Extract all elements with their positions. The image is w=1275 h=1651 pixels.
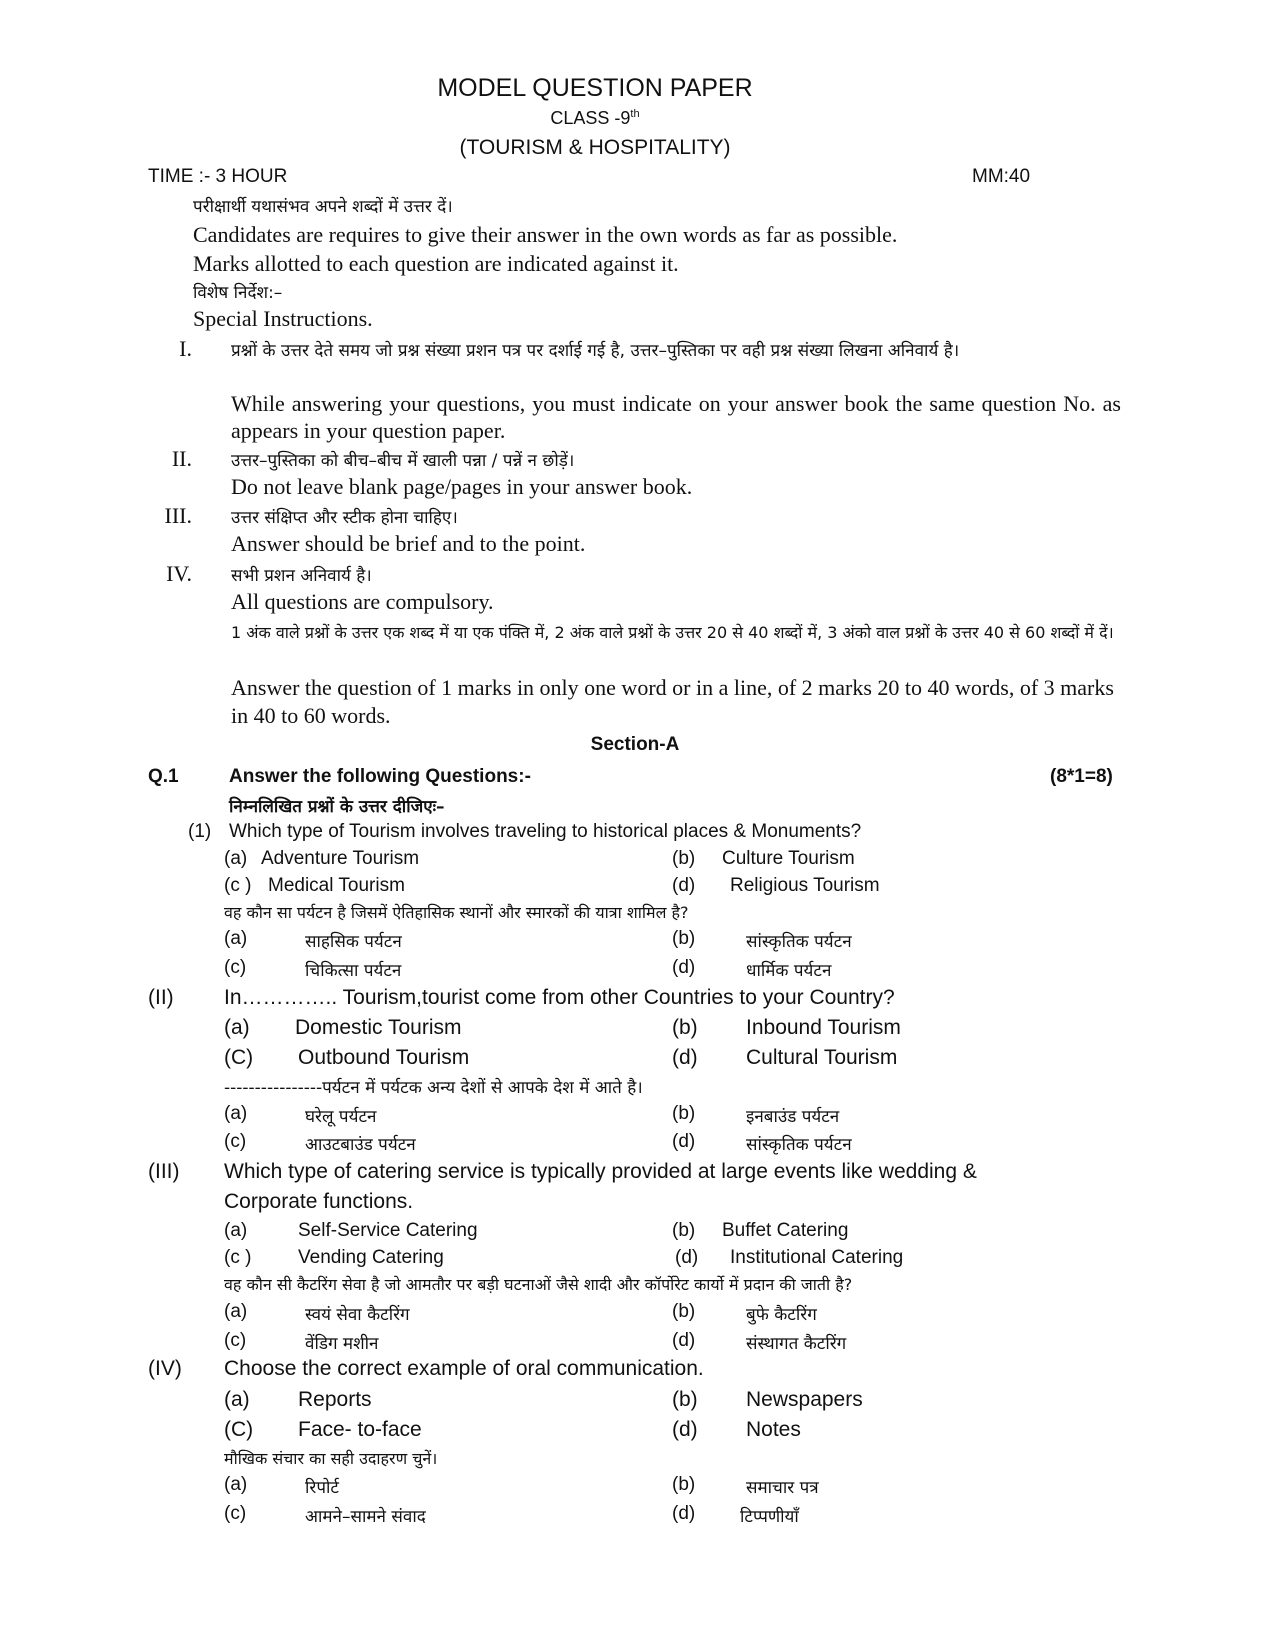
option-text-hi: आउटबाउंड पर्यटन bbox=[305, 1135, 416, 1155]
option-label: (C) bbox=[224, 1046, 254, 1069]
instruction-num: III. bbox=[164, 503, 192, 528]
instruction-en: Do not leave blank page/pages in your answer book. bbox=[231, 474, 693, 499]
option-label: (c) bbox=[224, 957, 247, 978]
marks-note-hi: 1 अंक वाले प्रश्नों के उत्तर एक शब्द में या एक पंक्ति में, 2 अंक वाले प्रश्नों के उत्तर 20 से 40 शब्दों में, 3 अंको वाल प्रश्नों के उत्तर 40 से 60 शब्दों में दें। bbox=[231, 623, 1114, 642]
option-label: (C) bbox=[224, 1418, 254, 1441]
option-text: Buffet Catering bbox=[722, 1220, 849, 1241]
instruction-en: Answer should be brief and to the point. bbox=[231, 531, 586, 556]
question-number: (III) bbox=[148, 1160, 180, 1183]
question-number: (II) bbox=[148, 986, 174, 1009]
question-text-hi: वह कौन सा पर्यटन है जिसमें ऐतिहासिक स्थानों और स्मारकों की यात्रा शामिल है? bbox=[224, 903, 689, 922]
q1-title-hi: निम्नलिखित प्रश्नों के उत्तर दीजिएः– bbox=[229, 797, 445, 817]
question-text-cont: Corporate functions. bbox=[224, 1190, 414, 1213]
option-text-hi: टिप्पणीयाँ bbox=[740, 1507, 799, 1527]
option-label: (d) bbox=[672, 957, 696, 978]
option-label: (b) bbox=[672, 1016, 698, 1039]
option-text-hi: बुफे कैटरिंग bbox=[746, 1305, 817, 1325]
general-hi-1: परीक्षार्थी यथासंभव अपने शब्दों में उत्तर दें। bbox=[193, 197, 453, 217]
option-text: Self-Service Catering bbox=[298, 1220, 478, 1241]
instruction-num: I. bbox=[179, 336, 192, 361]
option-text: Institutional Catering bbox=[730, 1247, 904, 1268]
q1-title: Answer the following Questions:- bbox=[229, 766, 531, 787]
instruction-hi: उत्तर–पुस्तिका को बीच–बीच में खाली पन्ना / पन्नें न छोड़ें। bbox=[231, 451, 575, 471]
option-text: Cultural Tourism bbox=[746, 1046, 898, 1069]
option-label: (a) bbox=[224, 928, 248, 949]
option-text: Culture Tourism bbox=[722, 848, 855, 869]
option-label: (a) bbox=[224, 1474, 248, 1495]
option-label: (b) bbox=[672, 1103, 696, 1124]
option-text-hi: सांस्कृतिक पर्यटन bbox=[746, 1135, 852, 1155]
option-label: (b) bbox=[672, 1474, 696, 1495]
section-title: Section-A bbox=[590, 734, 680, 755]
instruction-hi: उत्तर संक्षिप्त और स्टीक होना चाहिए। bbox=[231, 508, 458, 528]
option-text-hi: साहसिक पर्यटन bbox=[305, 932, 402, 952]
instruction-num: IV. bbox=[166, 561, 192, 586]
option-label: (d) bbox=[672, 1418, 698, 1441]
option-text: Reports bbox=[298, 1388, 372, 1411]
class-suffix: th bbox=[630, 108, 640, 120]
option-text: Adventure Tourism bbox=[261, 848, 420, 869]
question-text: Choose the correct example of oral communication. bbox=[224, 1357, 704, 1380]
option-text-hi: आमने–सामने संवाद bbox=[305, 1507, 426, 1527]
question-text-hi: ----------------पर्यटन में पर्यटक अन्य देशों से आपके देश में आते है। bbox=[224, 1078, 643, 1098]
instruction-hi: सभी प्रशन अनिवार्य है। bbox=[231, 566, 372, 586]
class-prefix: CLASS -9 bbox=[550, 108, 631, 128]
general-hi-2: विशेष निर्देश:– bbox=[193, 283, 283, 303]
question-text: Which type of Tourism involves traveling to historical places & Monuments? bbox=[229, 821, 862, 842]
option-label: (a) bbox=[224, 1301, 248, 1322]
max-marks: MM:40 bbox=[972, 166, 1031, 187]
instruction-num: II. bbox=[171, 446, 192, 471]
option-text: Inbound Tourism bbox=[746, 1016, 901, 1039]
option-label: (d) bbox=[672, 875, 696, 896]
option-label: (b) bbox=[672, 1301, 696, 1322]
instruction-en: All questions are compulsory. bbox=[231, 589, 494, 614]
option-label: (c) bbox=[224, 1503, 247, 1524]
option-text-hi: समाचार पत्र bbox=[746, 1478, 819, 1498]
instruction-hi: प्रश्नों के उत्तर देते समय जो प्रश्न संख्या प्रशन पत्र पर दर्शाई गई है, उत्तर–पुस्तिका पर वही प्रश्न संख्या लिखना अनिवार्य है। bbox=[231, 341, 960, 361]
time-label: TIME :- 3 HOUR bbox=[148, 166, 288, 187]
question-number: (1) bbox=[188, 821, 212, 842]
option-label: (c ) bbox=[224, 875, 252, 896]
option-text-hi: चिकित्सा पर्यटन bbox=[305, 961, 402, 981]
option-label: (b) bbox=[672, 1220, 696, 1241]
option-label: (b) bbox=[672, 1388, 698, 1411]
subject-title: (TOURISM & HOSPITALITY) bbox=[459, 136, 731, 159]
option-label: (d) bbox=[672, 1046, 698, 1069]
paper-title: MODEL QUESTION PAPER bbox=[437, 74, 753, 102]
question-text-hi: वह कौन सी कैटरिंग सेवा है जो आमतौर पर बड़ी घटनाओं जैसे शादी और कॉर्पोरेट कार्यो में प्रदान की जाती है? bbox=[224, 1275, 853, 1294]
option-label: (a) bbox=[224, 1103, 248, 1124]
question-text: Which type of catering service is typically provided at large events like wedding & bbox=[224, 1160, 977, 1183]
option-text: Face- to-face bbox=[298, 1418, 422, 1441]
class-label bbox=[0, 108, 1190, 129]
option-label: (b) bbox=[672, 848, 696, 869]
marks-note-en: Answer the question of 1 marks in only one word or in a line, of 2 marks 20 to 40 words, of 3 marks in 40 to 60 words. bbox=[231, 675, 1114, 728]
option-text: Domestic Tourism bbox=[295, 1016, 462, 1039]
option-label: (d) bbox=[672, 1131, 696, 1152]
option-label: (d) bbox=[675, 1247, 699, 1268]
general-en-1: Candidates are requires to give their answer in the own words as far as possible. bbox=[193, 222, 898, 247]
option-text: Notes bbox=[746, 1418, 801, 1441]
option-text: Religious Tourism bbox=[730, 875, 880, 896]
option-text: Newspapers bbox=[746, 1388, 863, 1411]
option-text-hi: रिपोर्ट bbox=[305, 1478, 339, 1498]
option-text: Medical Tourism bbox=[268, 875, 405, 896]
option-text-hi: सांस्कृतिक पर्यटन bbox=[746, 932, 852, 952]
option-text-hi: संस्थागत कैटरिंग bbox=[746, 1334, 847, 1354]
option-label: (a) bbox=[224, 1388, 250, 1411]
option-label: (c) bbox=[224, 1330, 247, 1351]
option-text-hi: धार्मिक पर्यटन bbox=[746, 961, 832, 981]
question-number: (IV) bbox=[148, 1357, 182, 1380]
option-label: (b) bbox=[672, 928, 696, 949]
option-text: Outbound Tourism bbox=[298, 1046, 470, 1069]
option-text: Vending Catering bbox=[298, 1247, 444, 1268]
question-text-hi: मौखिक संचार का सही उदाहरण चुनें। bbox=[224, 1449, 438, 1468]
option-label: (a) bbox=[224, 848, 248, 869]
option-label: (d) bbox=[672, 1330, 696, 1351]
option-label: (c) bbox=[224, 1131, 247, 1152]
option-text-hi: स्वयं सेवा कैटरिंग bbox=[305, 1305, 410, 1325]
option-label: (d) bbox=[672, 1503, 696, 1524]
option-text-hi: घरेलू पर्यटन bbox=[305, 1107, 377, 1127]
option-label: (a) bbox=[224, 1016, 250, 1039]
option-label: (a) bbox=[224, 1220, 248, 1241]
general-en-2: Marks allotted to each question are indicated against it. bbox=[193, 251, 679, 276]
option-text-hi: वेंडिग मशीन bbox=[305, 1334, 379, 1354]
instruction-en: While answering your questions, you must indicate on your answer book the same question No. as appears in your question paper. bbox=[231, 391, 1121, 443]
q1-number: Q.1 bbox=[148, 766, 179, 787]
option-label: (c ) bbox=[224, 1247, 252, 1268]
option-text-hi: इनबाउंड पर्यटन bbox=[746, 1107, 840, 1127]
q1-marks: (8*1=8) bbox=[1050, 766, 1113, 787]
general-en-3: Special Instructions. bbox=[193, 306, 373, 331]
question-text: In………….. Tourism,tourist come from other Countries to your Country? bbox=[224, 986, 895, 1009]
